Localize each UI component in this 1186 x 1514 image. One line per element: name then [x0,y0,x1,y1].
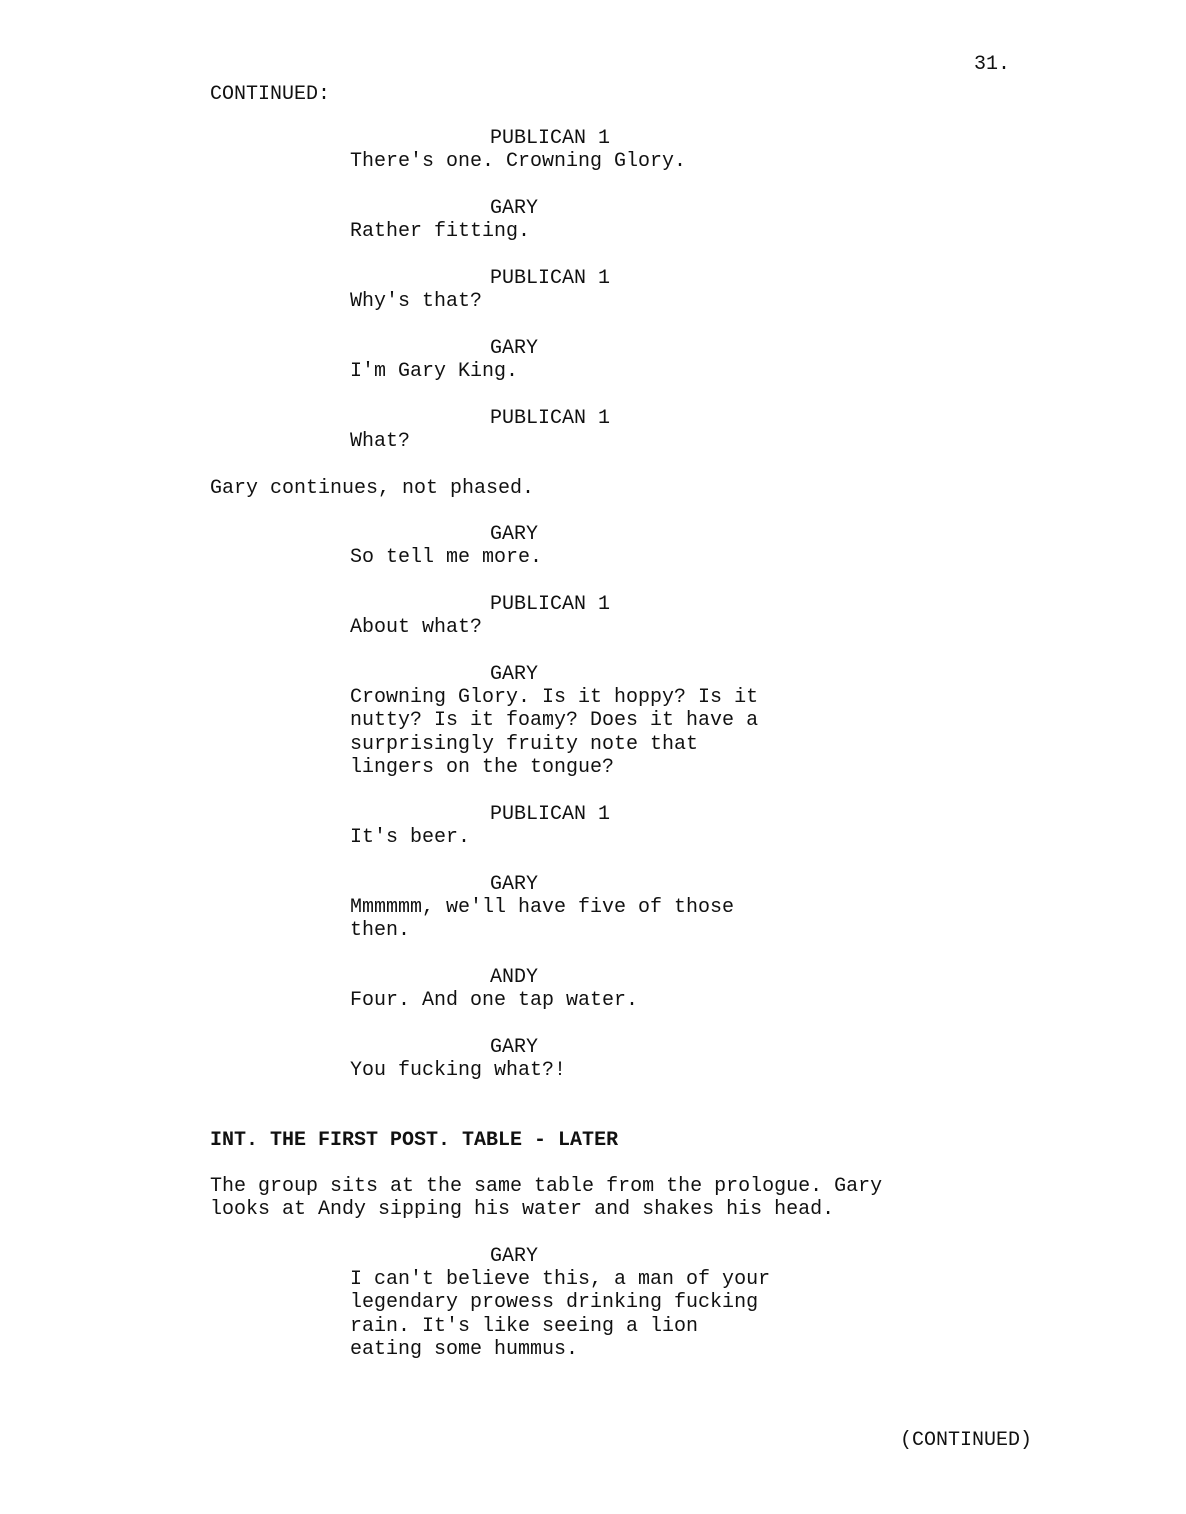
character-cue: GARY [490,873,539,896]
character-cue: GARY [490,197,539,220]
character-cue: ANDY [490,966,539,989]
character-cue: PUBLICAN 1 [490,407,611,430]
action-line: Gary continues, not phased. [210,477,535,500]
continued-footer: (CONTINUED) [900,1429,1033,1452]
dialogue: I can't believe this, a man of your legendary prowess drinking fucking rain. It's like seeing a lion eating some hummus. [350,1268,771,1361]
dialogue: Why's that? [350,290,483,313]
continued-header: CONTINUED: [210,83,331,106]
character-cue: PUBLICAN 1 [490,803,611,826]
dialogue: You fucking what?! [350,1059,567,1082]
dialogue: It's beer. [350,826,471,849]
character-cue: GARY [490,337,539,360]
dialogue: Rather fitting. [350,220,531,243]
character-cue: GARY [490,523,539,546]
scene-heading: INT. THE FIRST POST. TABLE - LATER [210,1129,619,1152]
dialogue: Mmmmmm, we'll have five of those then. [350,896,735,943]
dialogue: What? [350,430,411,453]
page-number: 31. [974,53,1011,76]
action-line: The group sits at the same table from the prologue. Gary looks at Andy sipping his water and shakes his head. [210,1175,883,1222]
character-cue: GARY [490,1245,539,1268]
character-cue: GARY [490,1036,539,1059]
dialogue: About what? [350,616,483,639]
character-cue: PUBLICAN 1 [490,267,611,290]
dialogue: There's one. Crowning Glory. [350,150,687,173]
character-cue: GARY [490,663,539,686]
dialogue: I'm Gary King. [350,360,519,383]
character-cue: PUBLICAN 1 [490,593,611,616]
dialogue: So tell me more. [350,546,543,569]
dialogue: Crowning Glory. Is it hoppy? Is it nutty? Is it foamy? Does it have a surprisingly fruity note that lingers on the tongue? [350,686,759,779]
character-cue: PUBLICAN 1 [490,127,611,150]
dialogue: Four. And one tap water. [350,989,639,1012]
